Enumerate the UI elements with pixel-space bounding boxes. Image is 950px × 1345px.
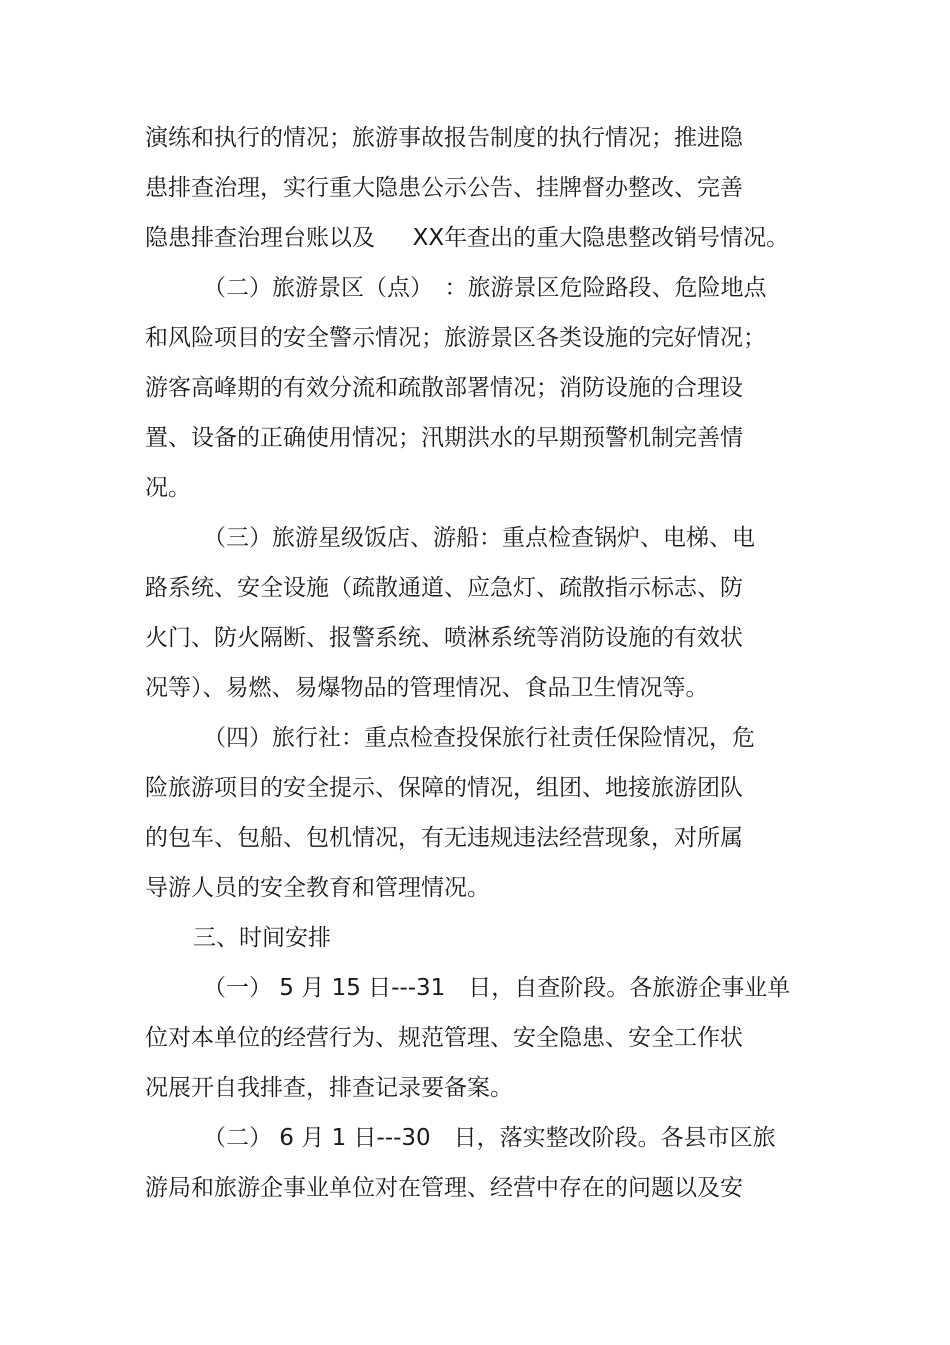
body-text-line: 路系统、安全设施（疏散通道、应急灯、疏散指示标志、防	[145, 575, 743, 601]
section-heading-scenic-area: （二）旅游景区（点） ：旅游景区危险路段、危险地点	[203, 275, 767, 301]
section-heading-hotels-cruises: （三）旅游星级饭店、游船：重点检查锅炉、电梯、电	[203, 525, 755, 551]
body-text-line: 隐患排查治理台账以及 XX年查出的重大隐患整改销号情况。	[145, 225, 790, 251]
schedule-item-self-check: （一） 5 月 15 日---31 日，自查阶段。各旅游企事业单	[203, 975, 791, 1001]
section-heading-schedule: 三、时间安排	[193, 925, 331, 951]
body-text-line: 游客高峰期的有效分流和疏散部署情况；消防设施的合理设	[145, 375, 743, 401]
body-text-line: 况展开自我排查，排查记录要备案。	[145, 1075, 513, 1101]
body-text-line: 导游人员的安全教育和管理情况。	[145, 875, 490, 901]
body-text-line: 况等）、易燃、易爆物品的管理情况、食品卫生情况等。	[145, 675, 709, 701]
schedule-item-rectification: （二） 6 月 1 日---30 日，落实整改阶段。各县市区旅	[203, 1125, 776, 1151]
body-text-line: 火门、防火隔断、报警系统、喷淋系统等消防设施的有效状	[145, 625, 743, 651]
body-text-line: 况。	[145, 475, 191, 501]
body-text-line: 的包车、包船、包机情况，有无违规违法经营现象，对所属	[145, 825, 743, 851]
body-text-line: 和风险项目的安全警示情况；旅游景区各类设施的完好情况；	[145, 325, 766, 351]
body-text-line: 演练和执行的情况；旅游事故报告制度的执行情况；推进隐	[145, 125, 743, 151]
body-text-line: 位对本单位的经营行为、规范管理、安全隐患、安全工作状	[145, 1025, 743, 1051]
body-text-line: 患排查治理，实行重大隐患公示公告、挂牌督办整改、完善	[145, 175, 743, 201]
body-text-line: 置、设备的正确使用情况；汛期洪水的早期预警机制完善情	[145, 425, 743, 451]
body-text-line: 游局和旅游企事业单位对在管理、经营中存在的问题以及安	[145, 1175, 743, 1201]
section-heading-travel-agency: （四）旅行社：重点检查投保旅行社责任保险情况，危	[203, 725, 755, 751]
body-text-line: 险旅游项目的安全提示、保障的情况，组团、地接旅游团队	[145, 775, 743, 801]
